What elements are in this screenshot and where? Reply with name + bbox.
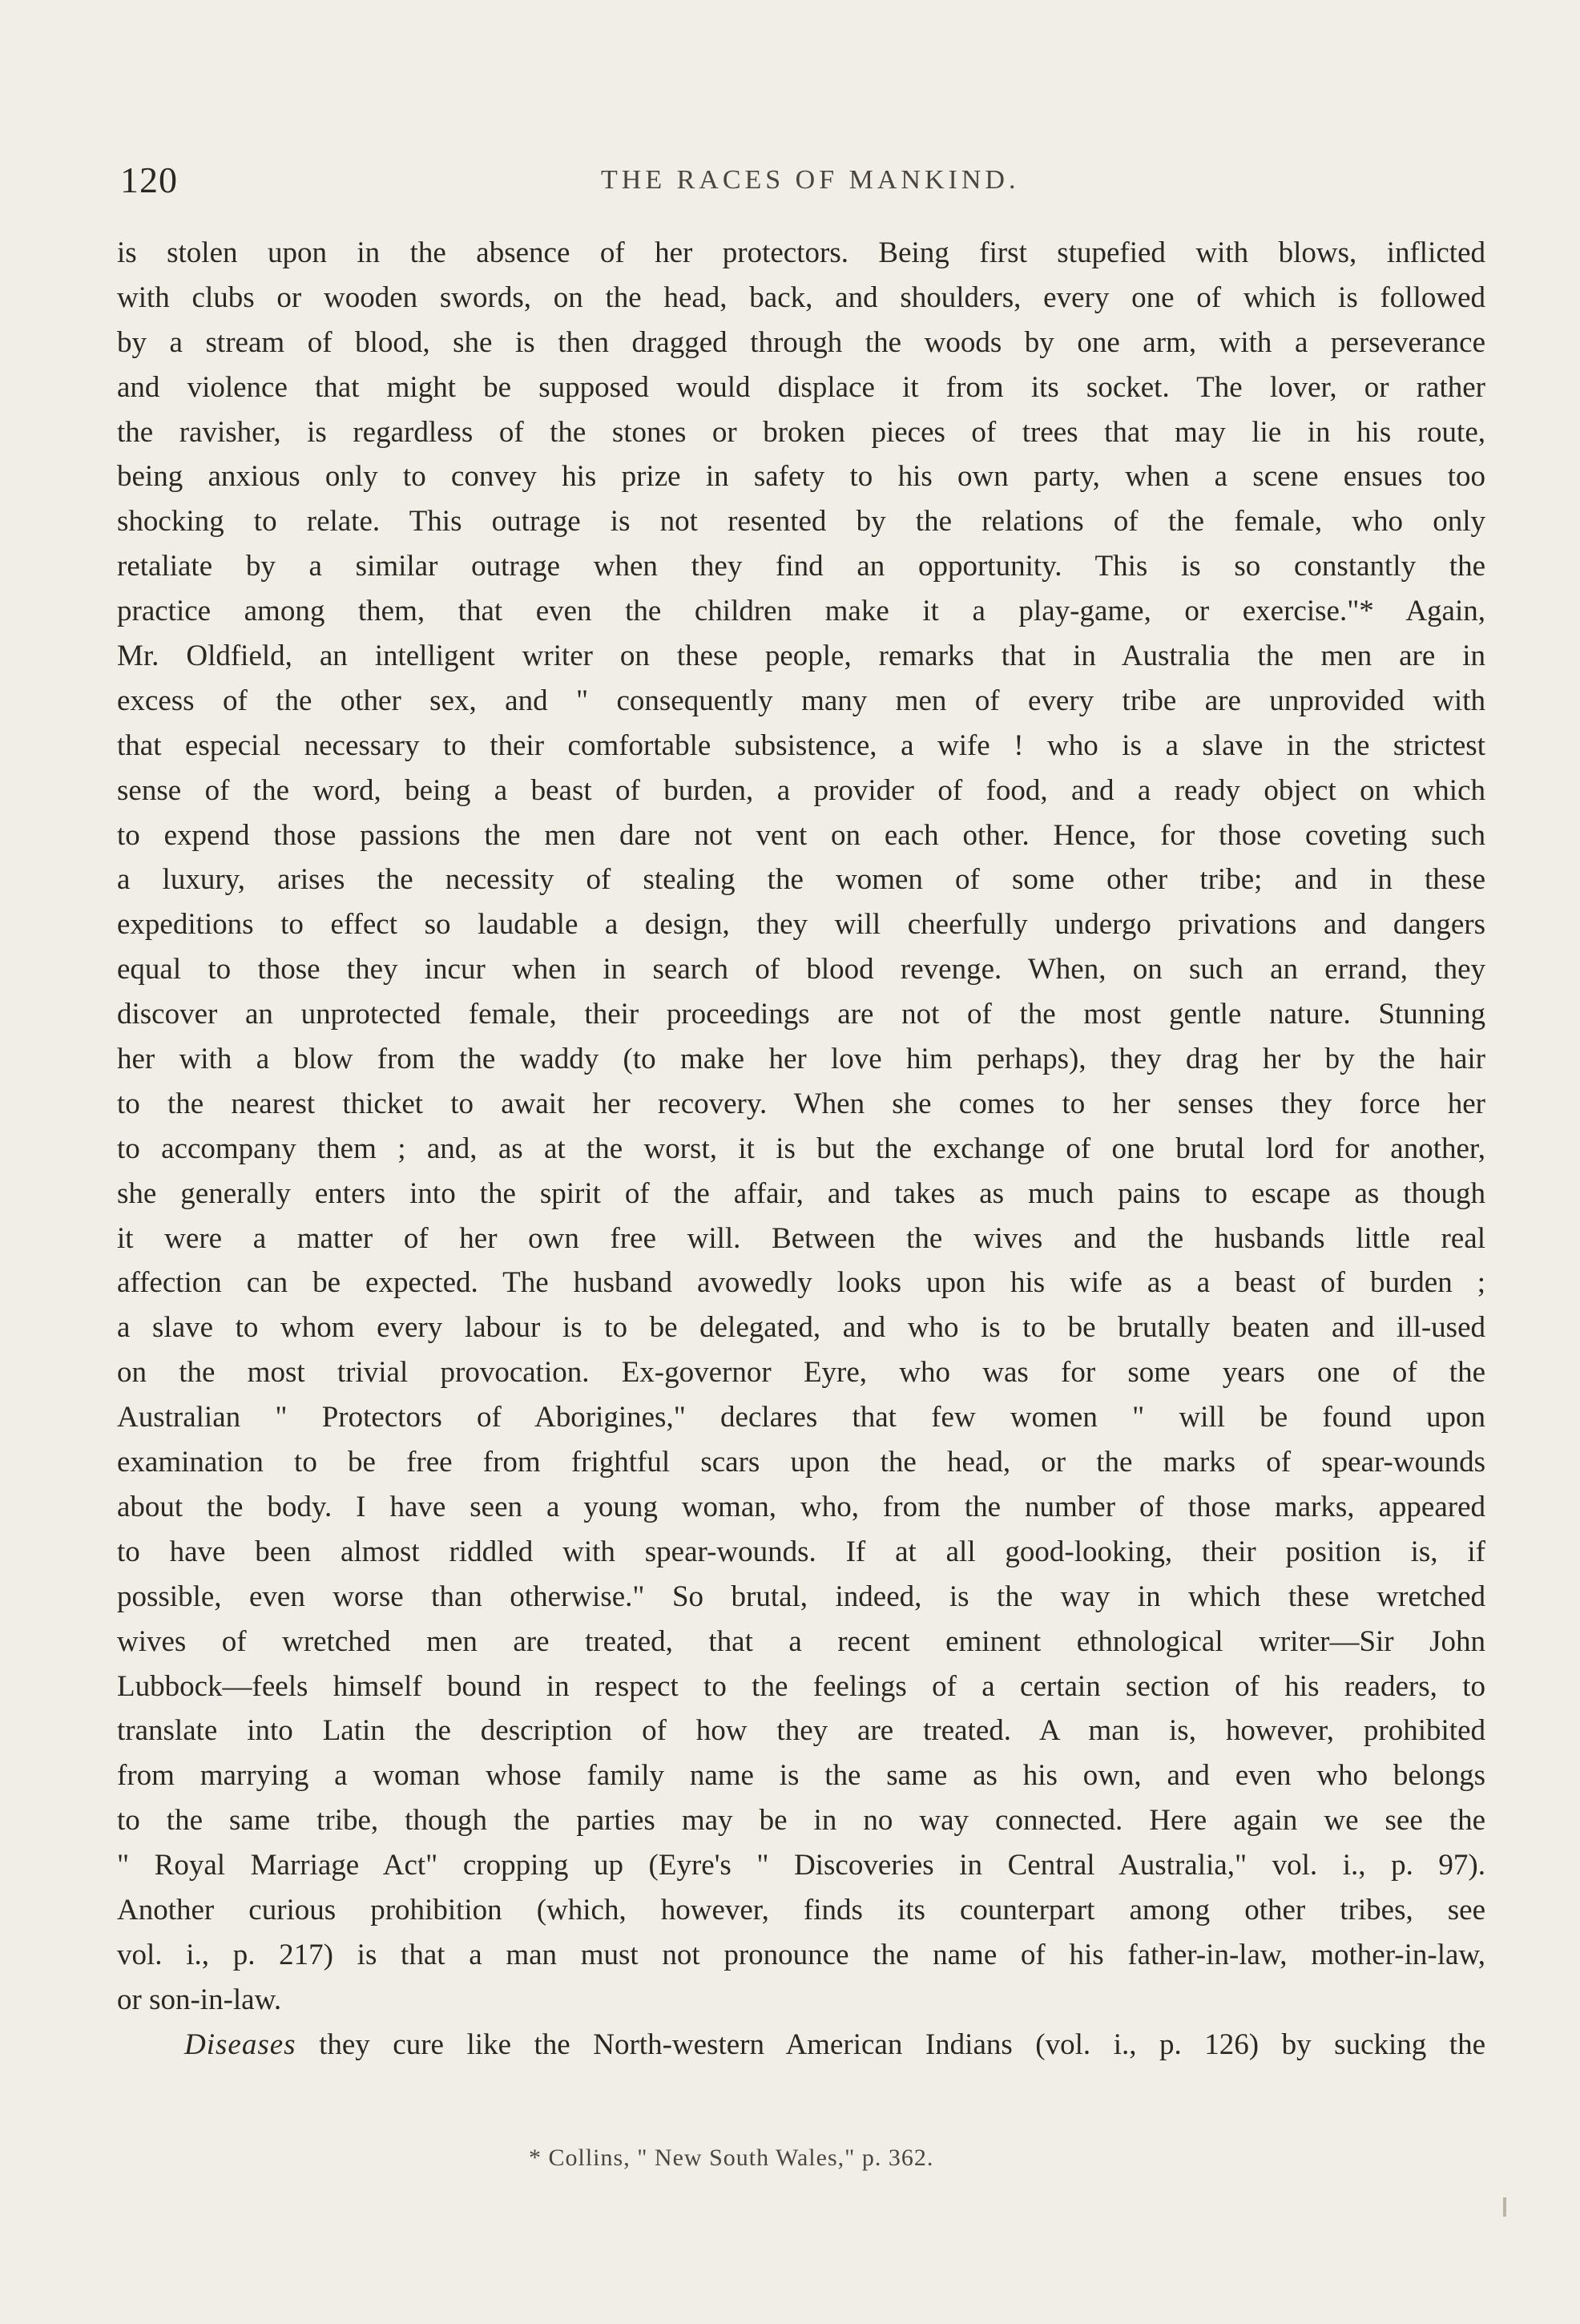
page-number: 120 (120, 159, 178, 200)
text-line: discover an unprotected female, their proceedings are not of the most gentle nature. Stunning (117, 998, 1485, 1031)
text-line: and violence that might be supposed would displace it from its socket. The lover, or rather (117, 370, 1485, 404)
text-line: to expend those passions the men dare not vent on each other. Hence, for those coveting such (117, 818, 1485, 852)
text-line: about the body. I have seen a young woman, who, from the number of those marks, appeared (117, 1490, 1485, 1523)
text-line: examination to be free from frightful scars upon the head, or the marks of spear-wounds (117, 1446, 1485, 1479)
text-line: affection can be expected. The husband avowedly looks upon his wife as a beast of burden ; (117, 1266, 1485, 1300)
text-line: excess of the other sex, and " consequently many men of every tribe are unprovided with (117, 684, 1485, 717)
text-line: Lubbock—feels himself bound in respect to the feelings of a certain section of his readers, to (117, 1669, 1485, 1703)
text-line: from marrying a woman whose family name is the same as his own, and even who belongs (117, 1759, 1485, 1793)
text-line: she generally enters into the spirit of the affair, and takes as much pains to escape as though (117, 1176, 1485, 1210)
text-line: to have been almost riddled with spear-wounds. If at all good-looking, their position is, if (117, 1535, 1485, 1568)
body-text (117, 231, 1485, 2068)
text-line: to the nearest thicket to await her recovery. When she comes to her senses they force her (117, 1087, 1485, 1120)
text-line: to accompany them ; and, as at the worst, it is but the exchange of one brutal lord for another, (117, 1132, 1485, 1165)
text-line: practice among them, that even the children make it a play-game, or exercise."* Again, (117, 595, 1485, 628)
paragraph-line-text: they cure like the North-western American Indians (vol. i., p. 126) by sucking the (296, 2027, 1485, 2061)
footnote: * Collins, " New South Wales," p. 362. (529, 2144, 934, 2171)
paragraph-first-line (117, 2023, 1485, 2068)
text-line: that especial necessary to their comfortable subsistence, a wife ! who is a slave in the strictest (117, 728, 1485, 762)
margin-mark (1503, 2197, 1506, 2217)
text-line: by a stream of blood, she is then dragged through the woods by one arm, with a perseverance (117, 325, 1485, 359)
text-line: " Royal Marriage Act" cropping up (Eyre's " Discoveries in Central Australia," vol. i., p. 97). (117, 1849, 1485, 1882)
text-line: or son-in-law. (117, 1983, 282, 2016)
italic-lead-word: Diseases (184, 2027, 296, 2061)
text-line: is stolen upon in the absence of her protectors. Being first stupefied with blows, inflicted (117, 236, 1485, 269)
text-line: shocking to relate. This outrage is not resented by the relations of the female, who only (117, 505, 1485, 539)
text-line: possible, even worse than otherwise." So brutal, indeed, is the way in which these wretched (117, 1580, 1485, 1613)
text-line: a luxury, arises the necessity of stealing the women of some other tribe; and in these (117, 863, 1485, 897)
text-line: a slave to whom every labour is to be delegated, and who is to be brutally beaten and ill-used (117, 1311, 1485, 1345)
text-line: retaliate by a similar outrage when they find an opportunity. This is so constantly the (117, 550, 1485, 583)
text-line: wives of wretched men are treated, that a recent eminent ethnological writer—Sir John (117, 1624, 1485, 1658)
text-line: expeditions to effect so laudable a design, they will cheerfully undergo privations and dangers (117, 908, 1485, 942)
text-line: on the most trivial provocation. Ex-governor Eyre, who was for some years one of the (117, 1356, 1485, 1390)
text-line: vol. i., p. 217) is that a man must not pronounce the name of his father-in-law, mother-in-law, (117, 1938, 1485, 1971)
page-header (120, 159, 1482, 207)
text-line: with clubs or wooden swords, on the head, back, and shoulders, every one of which is followed (117, 280, 1485, 314)
text-line: Australian " Protectors of Aborigines," declares that few women " will be found upon (117, 1401, 1485, 1434)
text-line: Mr. Oldfield, an intelligent writer on these people, remarks that in Australia the men are in (117, 640, 1485, 673)
text-line: the ravisher, is regardless of the stones or broken pieces of trees that may lie in his route, (117, 415, 1485, 449)
text-line: her with a blow from the waddy (to make her love him perhaps), they drag her by the hair (117, 1043, 1485, 1076)
text-line: sense of the word, being a beast of burden, a provider of food, and a ready object on which (117, 773, 1485, 807)
text-line: equal to those they incur when in search of blood revenge. When, on such an errand, they (117, 953, 1485, 986)
running-title: THE RACES OF MANKIND. (601, 165, 1020, 195)
text-line: it were a matter of her own free will. Between the wives and the husbands little real (117, 1221, 1485, 1255)
text-line: being anxious only to convey his prize in safety to his own party, when a scene ensues too (117, 460, 1485, 494)
text-line: to the same tribe, though the parties may be in no way connected. Here again we see the (117, 1804, 1485, 1838)
text-line: translate into Latin the description of how they are treated. A man is, however, prohibited (117, 1714, 1485, 1748)
text-line: Another curious prohibition (which, however, finds its counterpart among other tribes, see (117, 1893, 1485, 1927)
